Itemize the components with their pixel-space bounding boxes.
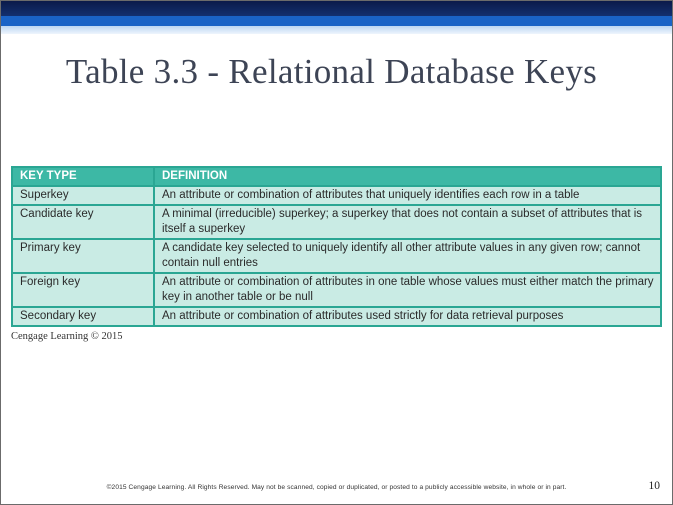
table-row [12,239,661,273]
definition-cell: An attribute or combination of attributes in one table whose values must either match the primary key in another table or be null [154,273,661,307]
top-band-light [1,26,672,34]
key-type-cell: Primary key [12,239,154,273]
table-row [12,307,661,326]
definition-cell: A candidate key selected to uniquely identify all other attribute values in any given row; cannot contain null entries [154,239,661,273]
slide-title: Table 3.3 - Relational Database Keys [65,52,598,91]
definition-cell: An attribute or combination of attributes used strictly for data retrieval purposes [154,307,661,326]
definition-cell: An attribute or combination of attributes that uniquely identifies each row in a table [154,186,661,205]
key-type-cell: Superkey [12,186,154,205]
top-band-blue [1,16,672,26]
key-type-cell: Foreign key [12,273,154,307]
table-row [12,186,661,205]
copyright-footer: ©2015 Cengage Learning. All Rights Reserved. May not be scanned, copied or duplicated, or posted to a publicly accessible website, in whole or in part. [106,484,567,491]
table-row [12,273,661,307]
definition-cell: A minimal (irreducible) superkey; a superkey that does not contain a subset of attributes that is itself a superkey [154,205,661,239]
key-type-cell: Candidate key [12,205,154,239]
key-type-cell: Secondary key [12,307,154,326]
source-credit: Cengage Learning © 2015 [11,331,123,342]
header-definition: DEFINITION [154,167,661,186]
keys-table [11,166,662,327]
header-key-type: KEY TYPE [12,167,154,186]
table-header-row [12,167,661,186]
page-number: 10 [648,480,660,492]
top-band-dark [1,1,672,16]
table-row [12,205,661,239]
